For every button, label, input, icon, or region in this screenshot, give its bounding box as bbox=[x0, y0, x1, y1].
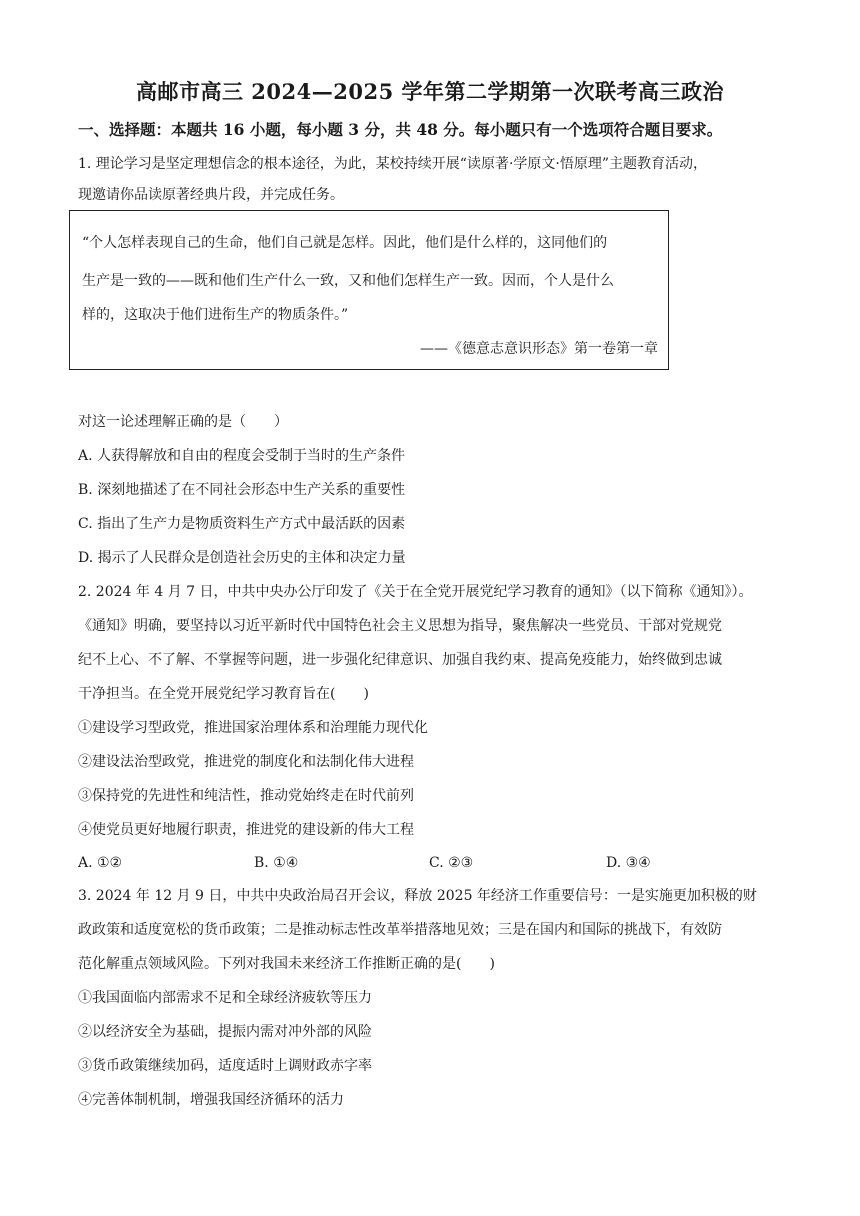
q3-item: ③货币政策继续加码，适度适时上调财政赤字率 bbox=[78, 1058, 372, 1074]
q3-item: ②以经济安全为基础，提振内需对冲外部的风险 bbox=[78, 1024, 372, 1040]
q2-stem-line: 2. 2024 年 4 月 7 日，中共中央办公厅印发了《关于在全党开展党纪学习教育的通知》（以下简称《通知》）。 bbox=[78, 584, 753, 600]
q3-stem-line: 3. 2024 年 12 月 9 日，中共中央政治局召开会议，释放 2025 年经济工作重要信号：一是实施更加积极的财 bbox=[78, 888, 757, 904]
q2-stem-line: 《通知》明确，要坚持以习近平新时代中国特色社会主义思想为指导，聚焦解决一些党员、干部对党规党 bbox=[78, 618, 722, 634]
q1-stem-line: 1. 理论学习是坚定理想信念的根本途径，为此，某校持续开展“读原著·学原文·悟原理”主题教育活动， bbox=[78, 156, 708, 172]
q3-stem-line: 政政策和适度宽松的货币政策；二是推动标志性改革举措落地见效；三是在国内和国际的挑战下，有效防 bbox=[78, 922, 722, 938]
q2-option-a: A. ①② bbox=[78, 855, 123, 871]
q2-item: ④使党员更好地履行职责，推进党的建设新的伟大工程 bbox=[78, 822, 414, 838]
q2-option-d: D. ③④ bbox=[606, 855, 651, 871]
q2-item: ③保持党的先进性和纯洁性，推动党始终走在时代前列 bbox=[78, 788, 414, 804]
q1-option-a: A. 人获得解放和自由的程度会受制于当时的生产条件 bbox=[78, 448, 406, 464]
q1-option-c: C. 指出了生产力是物质资料生产方式中最活跃的因素 bbox=[78, 516, 406, 532]
q2-option-c: C. ②③ bbox=[429, 855, 474, 871]
q2-option-b: B. ①④ bbox=[254, 855, 299, 871]
quote-line: 样的，这取决于他们进衔生产的物质条件。” bbox=[82, 307, 349, 323]
q3-stem-line: 范化解重点领域风险。下列对我国未来经济工作推断正确的是( ) bbox=[78, 956, 495, 972]
section-heading: 一、选择题：本题共 16 小题，每小题 3 分，共 48 分。每小题只有一个选项符合题目要求。 bbox=[78, 120, 723, 139]
q1-stem-line: 现邀请你品读原著经典片段，并完成任务。 bbox=[78, 187, 344, 203]
page-title: 高邮市高三 2024—2025 学年第二学期第一次联考高三政治 bbox=[135, 79, 724, 104]
q3-item: ①我国面临内部需求不足和全球经济疲软等压力 bbox=[78, 990, 372, 1006]
q1-option-b: B. 深刻地描述了在不同社会形态中生产关系的重要性 bbox=[78, 482, 406, 498]
quote-line: “个人怎样表现自己的生命，他们自己就是怎样。因此，他们是什么样的，这同他们的 bbox=[82, 235, 608, 251]
q3-item: ④完善体制机制，增强我国经济循环的活力 bbox=[78, 1092, 344, 1108]
q1-question: 对这一论述理解正确的是（ ） bbox=[78, 414, 288, 430]
quote-source: ——《德意志意识形态》第一卷第一章 bbox=[420, 341, 658, 357]
q2-stem-line: 干净担当。在全党开展党纪学习教育旨在( ) bbox=[78, 686, 369, 702]
q2-item: ②建设法治型政党，推进党的制度化和法制化伟大进程 bbox=[78, 754, 414, 770]
q2-stem-line: 纪不上心、不了解、不掌握等问题，进一步强化纪律意识、加强自我约束、提高免疫能力，始终做到忠诚 bbox=[78, 652, 722, 668]
quote-line: 生产是一致的——既和他们生产什么一致，又和他们怎样生产一致。因而，个人是什么 bbox=[82, 273, 614, 289]
q2-item: ①建设学习型政党，推进国家治理体系和治理能力现代化 bbox=[78, 720, 428, 736]
q1-option-d: D. 揭示了人民群众是创造社会历史的主体和决定力量 bbox=[78, 550, 406, 566]
quote-box bbox=[69, 210, 669, 370]
